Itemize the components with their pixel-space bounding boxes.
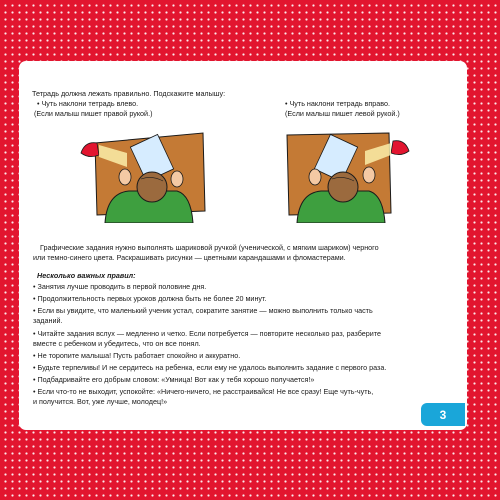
- intro-line: Тетрадь должна лежать правильно. Подскажите малышу:: [32, 89, 226, 98]
- rule-line: • Подбадривайте его добрым словом: «Умница! Вот как у тебя хорошо получается!»: [33, 375, 315, 384]
- rule-line: • Продолжительность первых уроков должна быть не более 20 минут.: [33, 294, 267, 303]
- content-panel: [19, 61, 467, 430]
- page-number-badge: 3: [421, 403, 465, 426]
- rule-line: и получится. Вот, уже лучше, молодец!»: [33, 397, 168, 406]
- graphic-tasks-line: Графические задания нужно выполнять шариковой ручкой (ученической, с мягким шариком) черного: [40, 243, 379, 252]
- child-writing-left-hand-illustration: [285, 129, 413, 223]
- rule-line: вместе с ребенком и убедитесь, что он все понял.: [33, 339, 201, 348]
- rule-line: • Будьте терпеливы! И не сердитесь на ребенка, если ему не удалось выполнить задание с первого раза.: [33, 363, 387, 372]
- rule-line: • Если что-то не выходит, успокойте: «Ничего-ничего, не расстраивайся! Не все сразу! Еще чуть-чуть,: [33, 387, 374, 396]
- child-writing-right-hand-illustration: [77, 131, 207, 223]
- rule-line: • Занятия лучше проводить в первой половине дня.: [33, 282, 207, 291]
- rule-line: • Не торопите малыша! Пусть работает спокойно и аккуратно.: [33, 351, 241, 360]
- left-tip: • Чуть наклони тетрадь влево.: [37, 99, 139, 108]
- rule-line: • Читайте задания вслух — медленно и четко. Если потребуется — повторите несколько раз, разберите: [33, 329, 382, 338]
- rule-line: • Если вы увидите, что маленький ученик устал, сократите занятие — можно выполнить только часть: [33, 306, 373, 315]
- rule-line: заданий.: [33, 316, 63, 325]
- right-tip: • Чуть наклони тетрадь вправо.: [285, 99, 391, 108]
- rules-title: Несколько важных правил:: [37, 271, 136, 280]
- right-note: (Если малыш пишет левой рукой.): [285, 109, 400, 118]
- graphic-tasks-line: или темно-синего цвета. Раскрашивать рисунки — цветными карандашами и фломастерами.: [33, 253, 346, 262]
- left-note: (Если малыш пишет правой рукой.): [34, 109, 153, 118]
